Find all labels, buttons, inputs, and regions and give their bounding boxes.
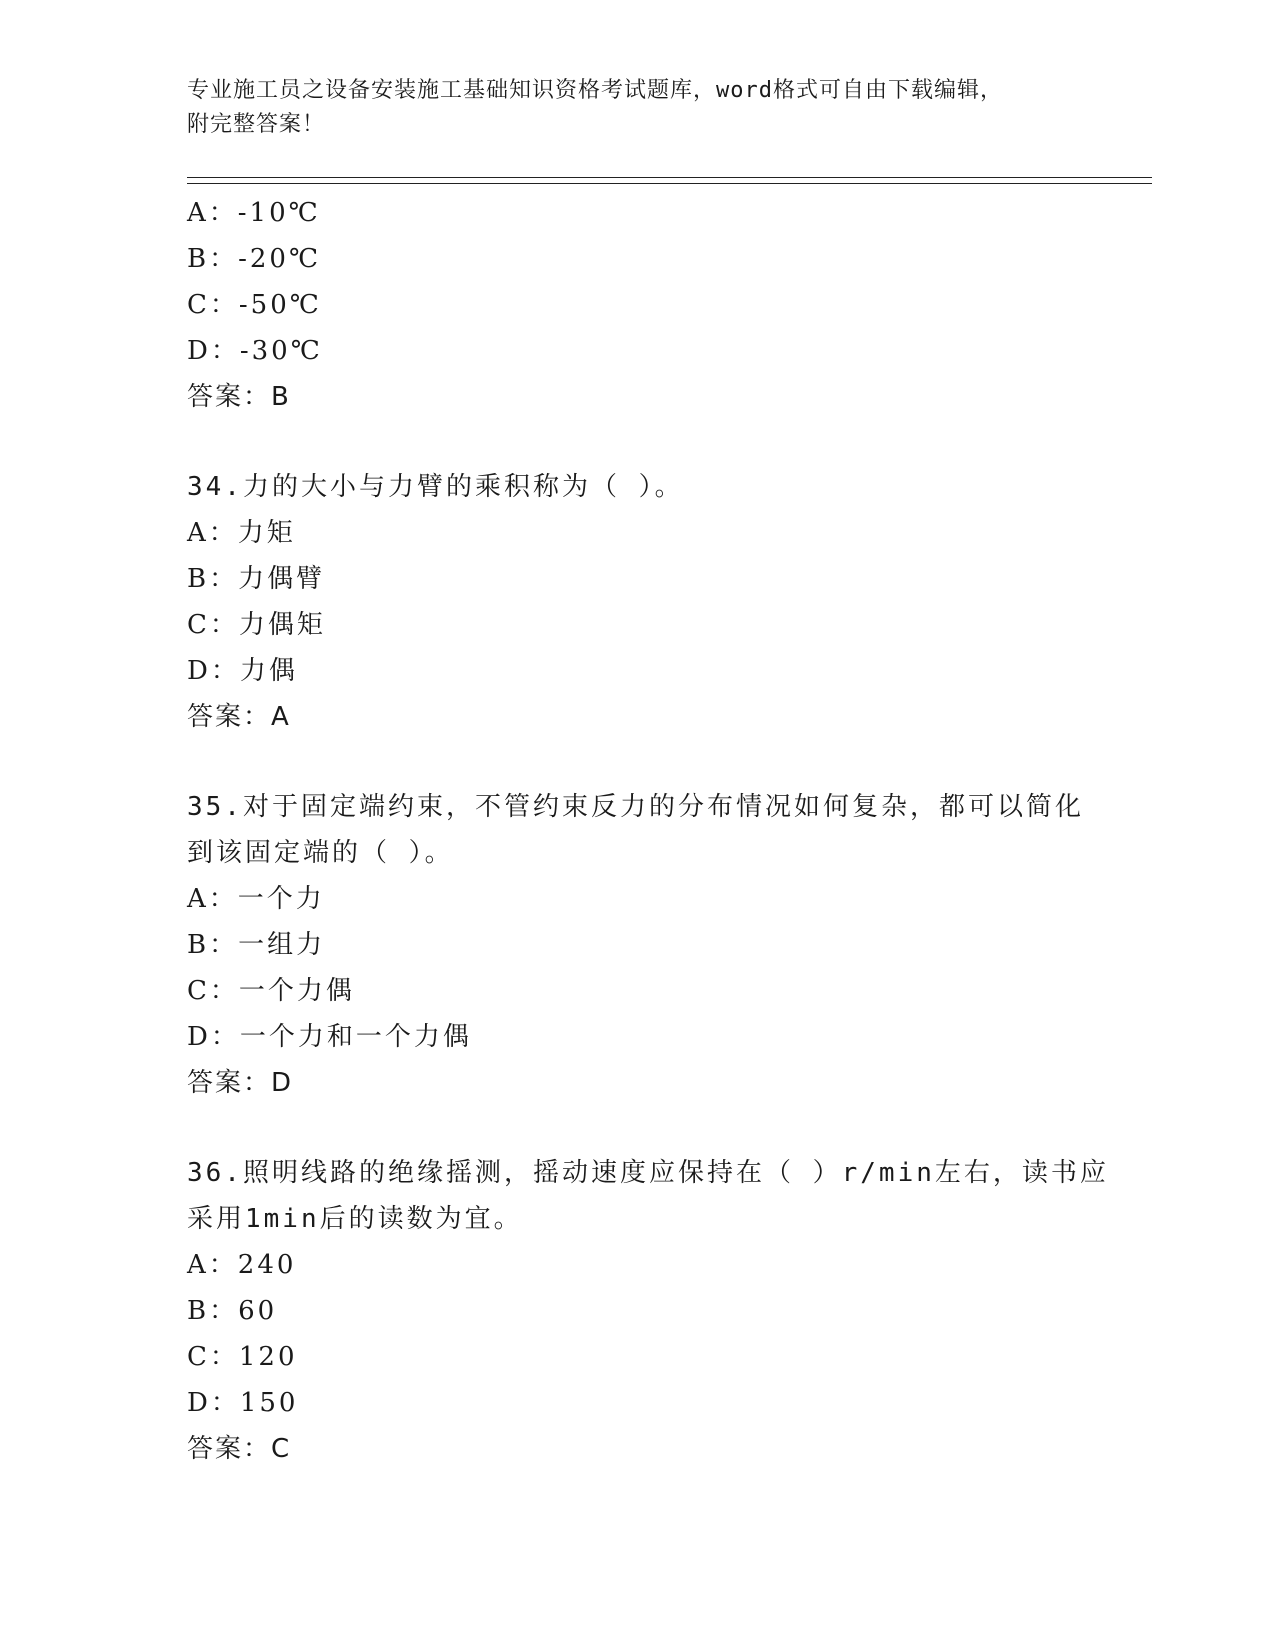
header-line-1: 专业施工员之设备安装施工基础知识资格考试题库，word格式可自由下载编辑， bbox=[187, 78, 1003, 103]
question-stem: 35.对于固定端约束，不管约束反力的分布情况如何复杂，都可以简化 bbox=[187, 792, 1084, 822]
option-b: B：-20℃ bbox=[187, 244, 322, 274]
option-c: C：120 bbox=[187, 1342, 298, 1372]
answer: 答案：D bbox=[187, 1068, 294, 1098]
question-stem-continued: 到该固定端的（ ）。 bbox=[187, 838, 454, 868]
option-b: B：一组力 bbox=[187, 930, 326, 960]
question-34 bbox=[187, 464, 1087, 740]
option-d: D：150 bbox=[187, 1388, 299, 1418]
document-header bbox=[187, 74, 1087, 142]
option-c: C：-50℃ bbox=[187, 290, 322, 320]
question-stem-continued: 采用1min后的读数为宜。 bbox=[187, 1204, 523, 1234]
answer: 答案：C bbox=[187, 1434, 292, 1464]
option-b: B：60 bbox=[187, 1296, 278, 1326]
option-d: D：力偶 bbox=[187, 656, 298, 686]
question-36 bbox=[187, 1150, 1109, 1472]
question-list bbox=[187, 190, 1109, 1472]
option-a: A：力矩 bbox=[187, 518, 296, 548]
header-divider-top bbox=[187, 177, 1152, 178]
spacer bbox=[187, 1106, 1087, 1150]
header-line-2: 附完整答案！ bbox=[187, 112, 326, 137]
option-c: C：力偶矩 bbox=[187, 610, 326, 640]
spacer bbox=[187, 740, 1087, 784]
question-35 bbox=[187, 784, 1087, 1106]
option-d: D：一个力和一个力偶 bbox=[187, 1022, 472, 1052]
option-b: B：力偶臂 bbox=[187, 564, 326, 594]
question-33 bbox=[187, 190, 1087, 420]
header-divider-bottom bbox=[187, 183, 1152, 184]
option-a: A：240 bbox=[187, 1250, 297, 1280]
option-c: C：一个力偶 bbox=[187, 976, 355, 1006]
option-a: A：-10℃ bbox=[187, 198, 321, 228]
question-stem: 34.力的大小与力臂的乘积称为（ ）。 bbox=[187, 472, 684, 502]
answer: 答案：B bbox=[187, 382, 291, 412]
question-stem: 36.照明线路的绝缘摇测，摇动速度应保持在（ ）r/min左右，读书应 bbox=[187, 1158, 1109, 1188]
answer: 答案：A bbox=[187, 702, 291, 732]
spacer bbox=[187, 420, 1087, 464]
option-a: A：一个力 bbox=[187, 884, 325, 914]
option-d: D：-30℃ bbox=[187, 336, 323, 366]
